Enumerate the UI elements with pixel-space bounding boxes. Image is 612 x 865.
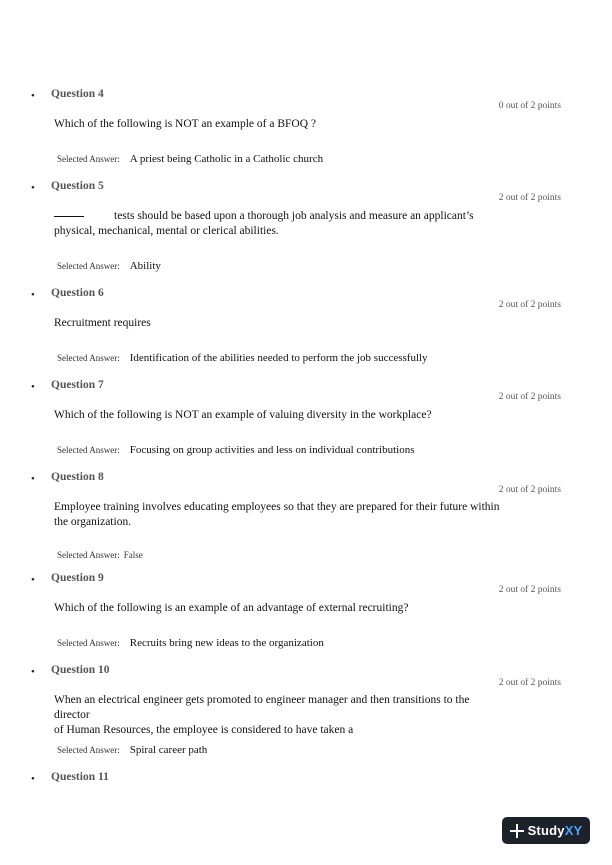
selected-answer-label: Selected Answer: — [57, 638, 120, 648]
question-title: Question 11 — [51, 771, 109, 783]
logo-text-main: Study — [527, 823, 565, 838]
bullet-icon: • — [31, 574, 35, 586]
studyxy-logo[interactable] — [502, 817, 590, 844]
bullet-icon: • — [31, 473, 35, 485]
question-text-line2: of Human Resources, the employee is considered to have taken a — [54, 724, 354, 736]
points-score: 0 out of 2 points — [498, 101, 561, 111]
selected-answer-label: Selected Answer: — [57, 353, 120, 363]
logo-text — [528, 823, 583, 838]
question-text-line2: physical, mechanical, mental or clerical abilities. — [54, 225, 279, 237]
selected-answer-value: False — [123, 550, 143, 560]
question-text-line2: the organization. — [54, 516, 132, 528]
question-text-line1: When an electrical engineer gets promoted to engineer manager and then transitions to the director — [54, 694, 470, 721]
bullet-icon: • — [31, 773, 35, 785]
question-title: Question 8 — [51, 471, 104, 483]
selected-answer-value: Recruits bring new ideas to the organization — [129, 637, 324, 649]
selected-answer-value: Spiral career path — [129, 744, 208, 756]
question-title: Question 4 — [51, 88, 104, 100]
selected-answer-value: Identification of the abilities needed to perform the job successfully — [129, 352, 428, 364]
selected-answer-row — [57, 440, 414, 458]
selected-answer-row — [57, 348, 428, 366]
question-text: Which of the following is an example of an advantage of external recruiting? — [54, 602, 409, 614]
question-text: Which of the following is NOT an example of valuing diversity in the workplace? — [54, 409, 432, 421]
question-title: Question 10 — [51, 664, 110, 676]
points-score: 2 out of 2 points — [498, 193, 561, 203]
points-score: 2 out of 2 points — [498, 392, 561, 402]
question-title: Question 6 — [51, 287, 104, 299]
question-text: Recruitment requires — [54, 317, 151, 329]
bullet-icon: • — [31, 289, 35, 301]
selected-answer-row — [57, 740, 207, 758]
selected-answer-label: Selected Answer: — [57, 745, 120, 755]
selected-answer-label: Selected Answer: — [57, 154, 120, 164]
selected-answer-row — [57, 545, 143, 563]
question-title: Question 7 — [51, 379, 104, 391]
points-score: 2 out of 2 points — [498, 678, 561, 688]
question-text-line1: tests should be based upon a thorough job analysis and measure an applicant’s — [114, 210, 474, 222]
bullet-icon: • — [31, 182, 35, 194]
selected-answer-row — [57, 149, 323, 167]
question-title: Question 9 — [51, 572, 104, 584]
selected-answer-row — [57, 256, 161, 274]
question-text-line1: Employee training involves educating employees so that they are prepared for their future within — [54, 501, 500, 513]
fill-in-blank — [54, 216, 84, 217]
selected-answer-label: Selected Answer: — [57, 550, 120, 560]
selected-answer-value: A priest being Catholic in a Catholic church — [129, 153, 324, 165]
bullet-icon: • — [31, 90, 35, 102]
question-text: Which of the following is NOT an example of a BFOQ ? — [54, 118, 316, 130]
points-score: 2 out of 2 points — [498, 300, 561, 310]
selected-answer-value: Focusing on group activities and less on individual contributions — [129, 444, 415, 456]
question-text — [54, 500, 504, 530]
selected-answer-label: Selected Answer: — [57, 445, 120, 455]
points-score: 2 out of 2 points — [498, 485, 561, 495]
selected-answer-label: Selected Answer: — [57, 261, 120, 271]
bullet-icon: • — [31, 381, 35, 393]
selected-answer-row — [57, 633, 324, 651]
logo-text-accent: XY — [564, 823, 583, 838]
plus-icon — [510, 824, 524, 838]
question-text — [54, 693, 504, 738]
question-text — [54, 209, 504, 239]
bullet-icon: • — [31, 666, 35, 678]
points-score: 2 out of 2 points — [498, 585, 561, 595]
question-title: Question 5 — [51, 180, 104, 192]
selected-answer-value: Ability — [129, 260, 161, 272]
